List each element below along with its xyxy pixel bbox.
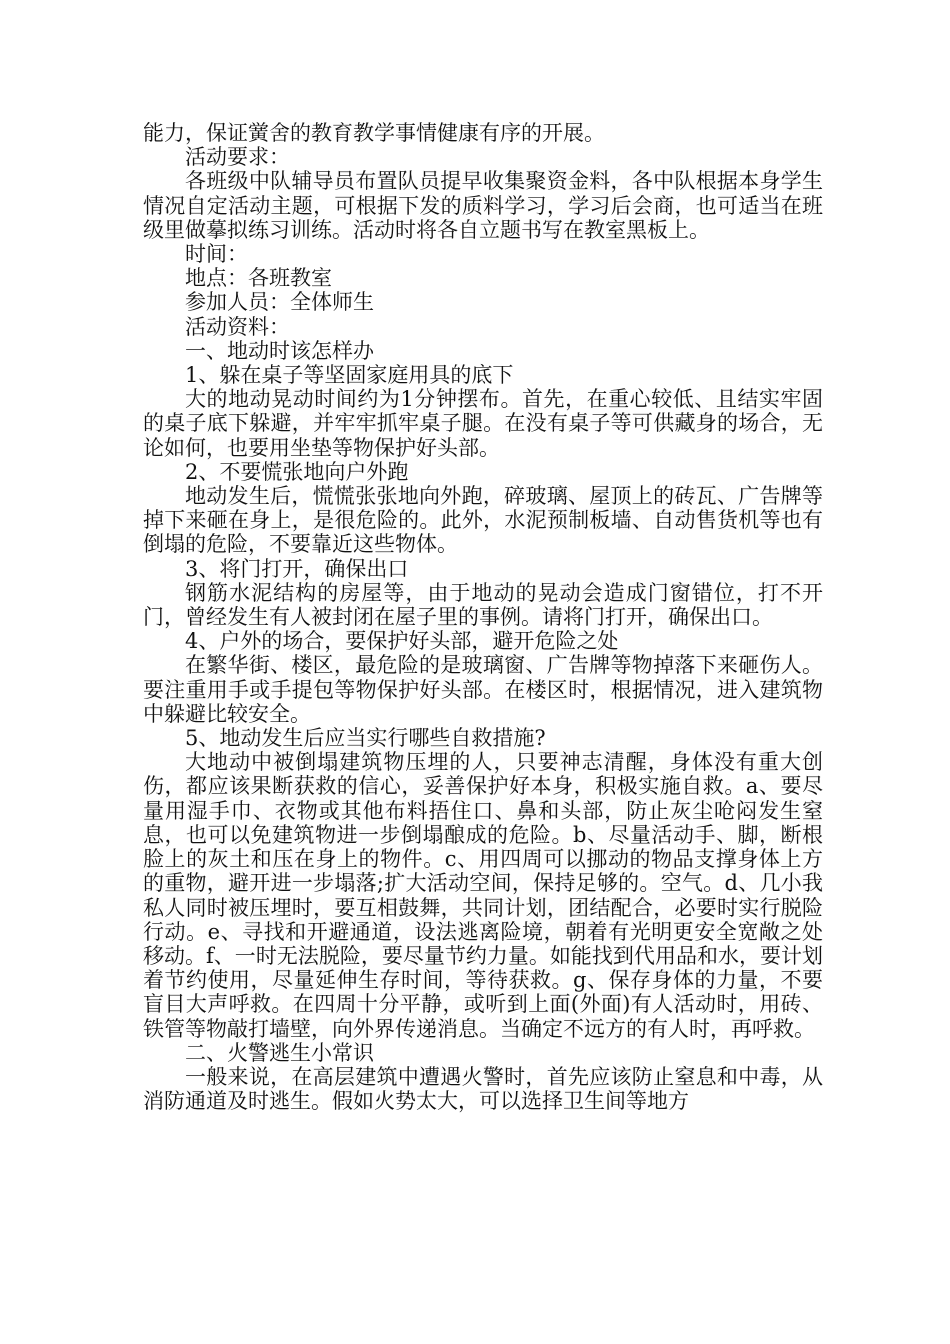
- paragraph-9: 地动发生后，慌慌张张地向外跑，碎玻璃、屋顶上的砖瓦、广告牌等掉下来砸在身上，是很危险的。此外，水泥预制板墙、自动售货机等也有倒塌的危险，不要靠近这些物体。: [143, 484, 823, 557]
- paragraph-1: 能力，保证黉舍的教育教学事情健康有序的开展。: [143, 121, 605, 145]
- paragraph-12: 大地动中被倒塌建筑物压埋的人，只要神志清醒，身体没有重大创伤，都应该果断获救的信心，妥善保护好本身，积极实施自救。a、要尽量用湿手巾、衣物或其他布料捂住口、鼻和头部，防止灰尘呛闷发生窒息，也可以免建筑物进一步倒塌酿成的危险。b、尽量活动手、脚，断根脸上的灰土和压在身上的物件。c、用四周可以挪动的物品支撑身体上方的重物，避开进一步塌落;扩大活动空间，保持足够的。空气。d、几小我私人同时被压埋时，要互相鼓舞，共同计划，团结配合，必要时实行脱险行动。e、寻找和开避通道，设法逃离险境，朝着有光明更安全宽敞之处移动。f、一时无法脱险，要尽量节约力量。如能找到代用品和水，要计划着节约使用，尽量延伸生存时间，等待获救。g、保存身体的力量，不要盲目大声呼救。在四周十分平静，或听到上面(外面)有人活动时，用砖、铁管等物敲打墙壁，向外界传递消息。当确定不远方的有人时，再呼救。: [143, 750, 823, 1041]
- paragraph-5: 地点：各班教室: [185, 266, 332, 291]
- section-heading-2: 二、火警逃生小常识: [185, 1040, 374, 1065]
- document-page: [143, 121, 823, 1113]
- paragraph-10: 钢筋水泥结构的房屋等，由于地动的晃动会造成门窗错位，打不开门，曾经发生有人被封闭在屋子里的事例。请将门打开，确保出口。: [143, 580, 823, 630]
- section-heading-1: 一、地动时该怎样办: [185, 338, 374, 363]
- subheading-4: 4、户外的场合，要保护好头部，避开危险之处: [185, 629, 619, 654]
- paragraph-2: 活动要求：: [185, 145, 290, 170]
- paragraph-3: 各班级中队辅导员布置队员提早收集聚资金料，各中队根据本身学生情况自定活动主题，可根据下发的质料学习，学习后会商，也可适当在班级里做摹拟练习训练。活动时将各自立题书写在教室黑板上。: [143, 169, 823, 242]
- paragraph-7: 活动资料：: [185, 314, 290, 339]
- subheading-1: 1、躲在桌子等坚固家庭用具的底下: [185, 363, 514, 388]
- paragraph-11: 在繁华街、楼区，最危险的是玻璃窗、广告牌等物掉落下来砸伤人。要注重用手或手提包等物保护好头部。在楼区时，根据情况，进入建筑物中躲避比较安全。: [143, 653, 823, 726]
- paragraph-8: 大的地动晃动时间约为1分钟摆布。首先，在重心较低、且结实牢固的桌子底下躲避，并牢牢抓牢桌子腿。在没有桌子等可供藏身的场合，无论如何，也要用坐垫等物保护好头部。: [143, 387, 823, 460]
- subheading-5: 5、地动发生后应当实行哪些自救措施?: [185, 726, 546, 751]
- subheading-3: 3、将门打开，确保出口: [185, 556, 409, 581]
- paragraph-13: 一般来说，在高层建筑中遭遇火警时，首先应该防止窒息和中毒，从消防通道及时逃生。假如火势太大，可以选择卫生间等地方: [143, 1064, 823, 1114]
- paragraph-6: 参加人员：全体师生: [185, 290, 374, 315]
- subheading-2: 2、不要慌张地向户外跑: [185, 459, 409, 484]
- paragraph-4: 时间：: [185, 242, 248, 267]
